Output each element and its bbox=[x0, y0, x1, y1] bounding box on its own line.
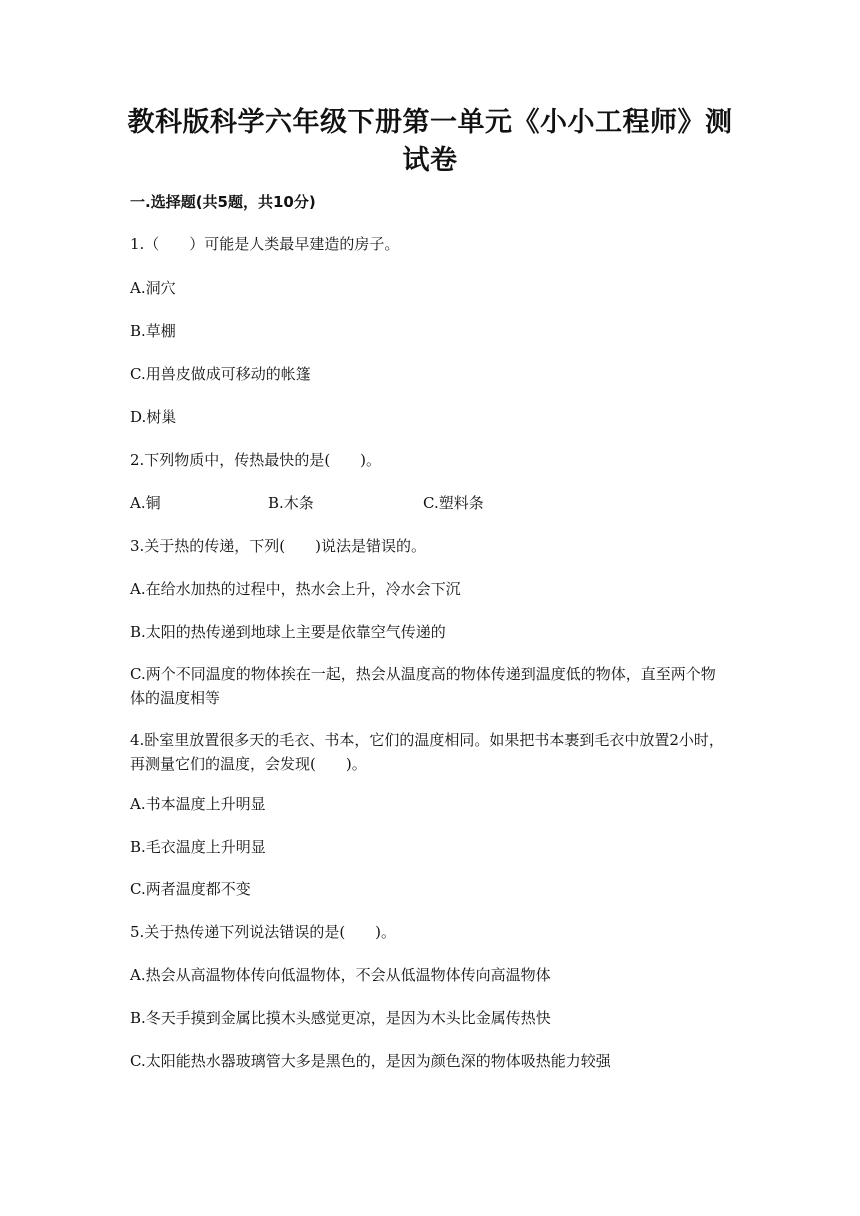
question-1-option-a: A.洞穴 bbox=[130, 279, 176, 297]
question-3-option-a: A.在给水加热的过程中，热水会上升，冷水会下沉 bbox=[130, 580, 461, 598]
section-heading: 一.选择题(共5题，共10分) bbox=[130, 193, 316, 211]
question-5-option-a: A.热会从高温物体传向低温物体，不会从低温物体传向高温物体 bbox=[130, 966, 551, 984]
question-4-option-b: B.毛衣温度上升明显 bbox=[130, 838, 266, 856]
question-4-option-a: A.书本温度上升明显 bbox=[130, 795, 266, 813]
question-4-stem: 4.卧室里放置很多天的毛衣、书本，它们的温度相同。如果把书本裹到毛衣中放置2小时，再测量它们的温度，会发现( )。 bbox=[130, 731, 724, 773]
question-1-stem: 1.（ ）可能是人类最早建造的房子。 bbox=[130, 235, 400, 253]
exam-title: 教科版科学六年级下册第一单元《小小工程师》测试卷 bbox=[127, 107, 733, 176]
question-5-option-b: B.冬天手摸到金属比摸木头感觉更凉，是因为木头比金属传热快 bbox=[130, 1009, 551, 1027]
question-1-option-c: C.用兽皮做成可移动的帐篷 bbox=[130, 365, 311, 383]
question-3-option-c: C.两个不同温度的物体挨在一起，热会从温度高的物体传递到温度低的物体，直至两个物体的温度相等 bbox=[130, 665, 716, 707]
question-2-options-row bbox=[130, 491, 730, 515]
question-2-stem: 2.下列物质中，传热最快的是( )。 bbox=[130, 451, 382, 469]
question-2-option-c: C.塑料条 bbox=[423, 494, 484, 512]
question-3-stem: 3.关于热的传递，下列( )说法是错误的。 bbox=[130, 537, 427, 555]
question-5-option-c: C.太阳能热水器玻璃管大多是黑色的，是因为颜色深的物体吸热能力较强 bbox=[130, 1052, 611, 1070]
question-5-stem: 5.关于热传递下列说法错误的是( )。 bbox=[130, 923, 397, 941]
question-1-option-d: D.树巢 bbox=[130, 408, 177, 426]
question-4-option-c: C.两者温度都不变 bbox=[130, 880, 251, 898]
question-2-option-a: A.铜 bbox=[130, 494, 161, 512]
question-2-option-b: B.木条 bbox=[268, 494, 314, 512]
question-3-option-b: B.太阳的热传递到地球上主要是依靠空气传递的 bbox=[130, 623, 446, 641]
question-1-option-b: B.草棚 bbox=[130, 322, 176, 340]
